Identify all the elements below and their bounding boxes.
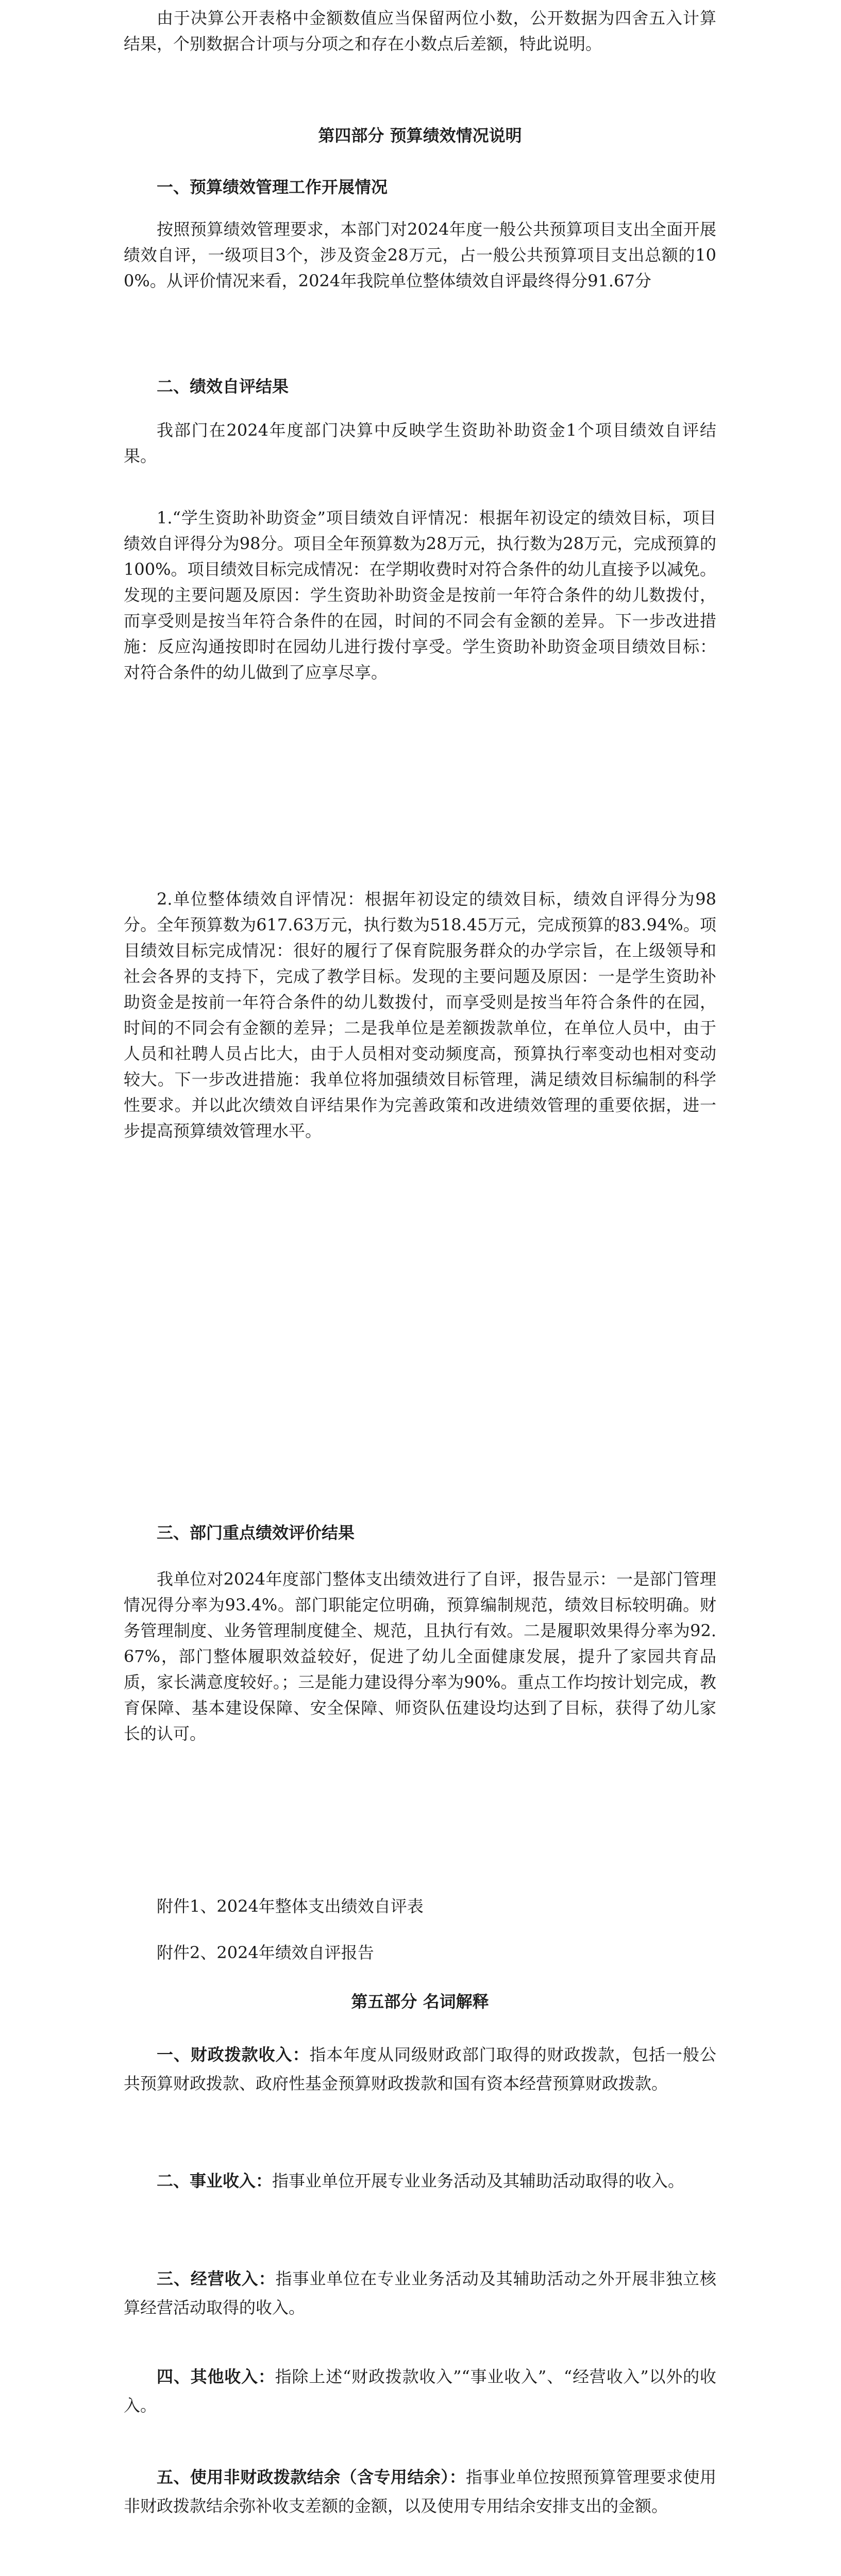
term-text: 指除上述“财政拨款收入”“事业收入”、“经营收入”以外的收入。 bbox=[124, 2367, 716, 2415]
term-4 bbox=[124, 2362, 716, 2420]
term-5 bbox=[124, 2463, 716, 2520]
term-1 bbox=[124, 2040, 716, 2098]
term-text: 指本年度从同级财政部门取得的财政拨款，包括一般公共预算财政拨款、政府性基金预算财政拨款和国有资本经营预算财政拨款。 bbox=[124, 2045, 716, 2093]
attachment-2: 附件2、2024年绩效自评报告 bbox=[157, 1943, 374, 1962]
term-name: 一、财政拨款收入： bbox=[157, 2045, 310, 2064]
sec2-heading: 二、绩效自评结果 bbox=[157, 377, 289, 396]
part5-title: 第五部分 名词解释 bbox=[351, 1992, 489, 2011]
term-3 bbox=[124, 2264, 716, 2322]
term-text: 指事业单位开展专业业务活动及其辅助活动取得的收入。 bbox=[272, 2171, 685, 2191]
part4-title: 第四部分 预算绩效情况说明 bbox=[318, 126, 522, 145]
sec2-intro: 我部门在2024年度部门决算中反映学生资助补助资金1个项目绩效自评结果。 bbox=[124, 420, 716, 466]
sec3-text: 我单位对2024年度部门整体支出绩效进行了自评，报告显示：一是部门管理情况得分率为93.4%。部门职能定位明确，预算编制规范，绩效目标较明确。财务管理制度、业务管理制度健全、规范，且执行有效。二是履职效果得分率为92.67%，部门整体履职效益较好，促进了幼儿全面健康发展，提升了家园共育品质，家长满意度较好。；三是能力建设得分率为90%。重点工作均按计划完成，教育保障、基本建设保障、安全保障、师资队伍建设均达到了目标，获得了幼儿家长的认可。 bbox=[124, 1569, 716, 1743]
term-text: 指事业单位在专业业务活动及其辅助活动之外开展非独立核算经营活动取得的收入。 bbox=[124, 2269, 716, 2317]
term-name: 四、其他收入： bbox=[157, 2367, 275, 2386]
sec2-item1: 1.“学生资助补助资金”项目绩效自评情况：根据年初设定的绩效目标，项目绩效自评得分为98分。项目全年预算数为28万元，执行数为28万元，完成预算的100%。项目绩效目标完成情况：在学期收费时对符合条件的幼儿直接予以减免。发现的主要问题及原因：学生资助补助资金是按前一年符合条件的幼儿数拨付，而享受则是按当年符合条件的在园，时间的不同会有金额的差异。下一步改进措施：反应沟通按即时在园幼儿进行拨付享受。学生资助补助资金项目绩效目标：对符合条件的幼儿做到了应享尽享。 bbox=[124, 508, 716, 682]
intro-note: 由于决算公开表格中金额数值应当保留两位小数，公开数据为四舍五入计算结果，个别数据合计项与分项之和存在小数点后差额，特此说明。 bbox=[124, 8, 716, 54]
sec1-heading: 一、预算绩效管理工作开展情况 bbox=[157, 177, 388, 197]
sec2-item2: 2.单位整体绩效自评情况：根据年初设定的绩效目标，绩效自评得分为98分。全年预算数为617.63万元，执行数为518.45万元，完成预算的83.94%。项目绩效目标完成情况：很好的履行了保育院服务群众的办学宗旨，在上级领导和社会各界的支持下，完成了教学目标。发现的主要问题及原因：一是学生资助补助资金是按前一年符合条件的幼儿数拨付，而享受则是按当年符合条件的在园，时间的不同会有金额的差异；二是我单位是差额拨款单位，在单位人员中，由于人员和社聘人员占比大，由于人员相对变动频度高，预算执行率变动也相对变动较大。下一步改进措施：我单位将加强绩效目标管理，满足绩效目标编制的科学性要求。并以此次绩效自评结果作为完善政策和改进绩效管理的重要依据，进一步提高预算绩效管理水平。 bbox=[124, 889, 716, 1141]
term-text: 指事业单位按照预算管理要求使用非财政拨款结余弥补收支差额的金额，以及使用专用结余安排支出的金额。 bbox=[124, 2467, 716, 2516]
term-name: 二、事业收入： bbox=[157, 2171, 273, 2191]
attachment-1: 附件1、2024年整体支出绩效自评表 bbox=[157, 1896, 424, 1916]
term-name: 五、使用非财政拨款结余（含专用结余）： bbox=[157, 2467, 466, 2487]
sec1-text: 按照预算绩效管理要求，本部门对2024年度一般公共预算项目支出全面开展绩效自评，一级项目3个，涉及资金28万元，占一般公共预算项目支出总额的100%。从评价情况来看，2024年我院单位整体绩效自评最终得分91.67分 bbox=[124, 219, 716, 291]
term-2 bbox=[124, 2166, 716, 2195]
sec3-heading: 三、部门重点绩效评价结果 bbox=[157, 1523, 355, 1543]
term-name: 三、经营收入： bbox=[157, 2269, 276, 2289]
